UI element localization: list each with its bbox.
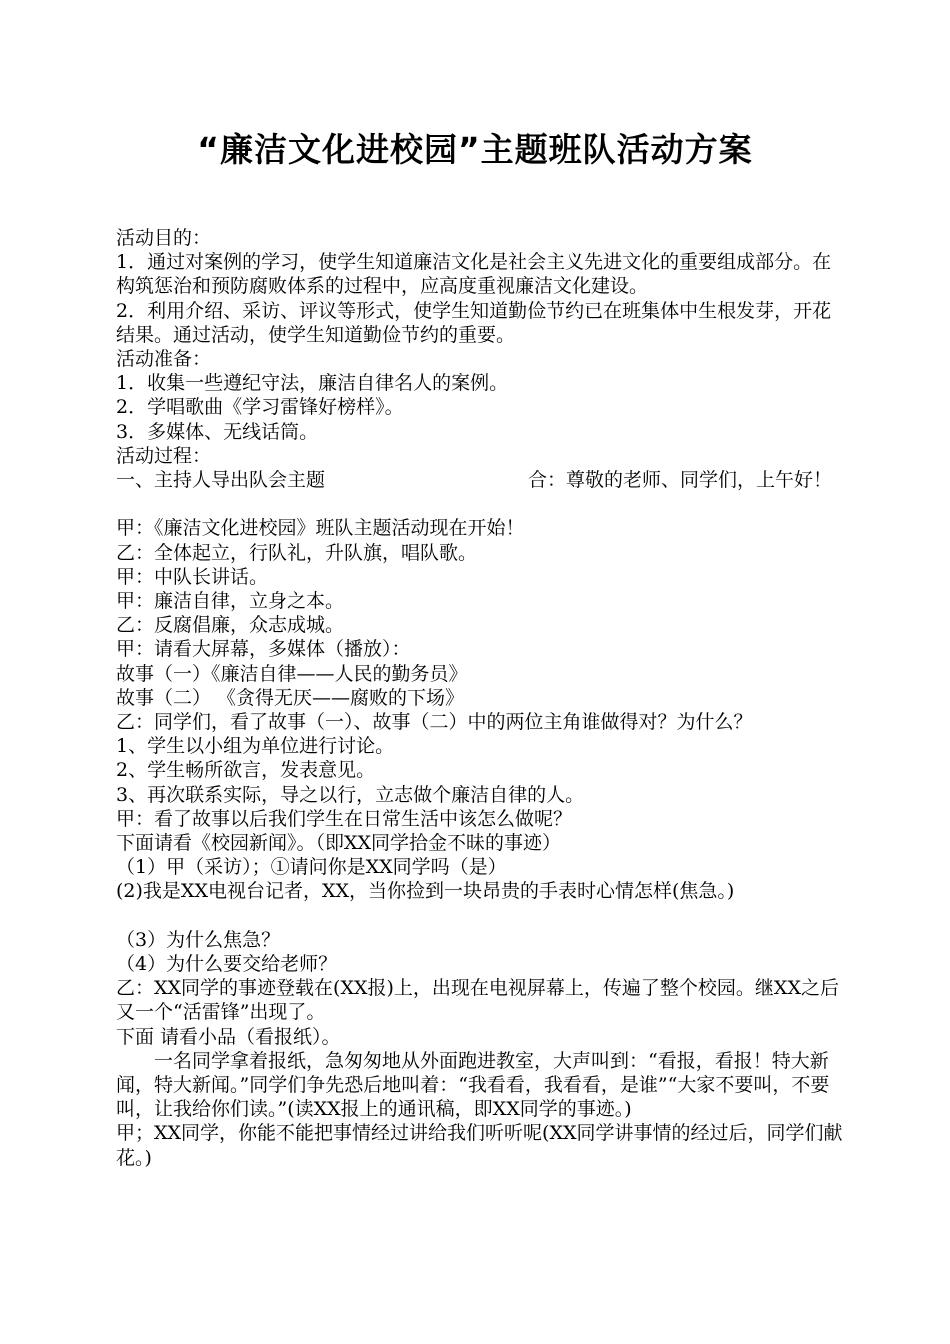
discussion-item-2: 2、学生畅所欲言，发表意见。 xyxy=(116,759,376,782)
section-heading-process: 活动过程： xyxy=(116,444,212,467)
story-line-2: 故事（二） 《贪得无厌——腐败的下场》 xyxy=(116,686,465,709)
script-paragraph: 甲；XX同学，你能不能把事情经过讲给我们听听呢(XX同学讲事情的经过后，同学们献花。) xyxy=(116,1122,843,1169)
script-paragraph: 乙：XX同学的事迹登载在(XX报)上，出现在电视屏幕上，传遍了整个校园。继XX之后又一个“活雷锋”出现了。 xyxy=(116,977,839,1024)
goal-item-1: 1．通过对案例的学习，使学生知道廉洁文化是社会主义先进文化的重要组成部分。在构筑惩治和预防腐败体系的过程中，应高度重视廉洁文化建设。 xyxy=(116,251,832,298)
interview-item-2: (2)我是XX电视台记者，XX，当你捡到一块昂贵的手表时心情怎样(焦急。) xyxy=(116,880,735,903)
script-line: 下面 请看小品（看报纸）。 xyxy=(116,1025,341,1048)
interview-item-4: （4）为什么要交给老师？ xyxy=(116,953,338,976)
script-line: 甲：中队长讲话。 xyxy=(116,565,269,588)
section-heading-preparation: 活动准备： xyxy=(116,348,212,371)
script-line: 甲：廉洁自律，立身之本。 xyxy=(116,590,345,613)
blank-line xyxy=(116,904,844,928)
goal-item-2: 2．利用介绍、采访、评议等形式，使学生知道勤俭节约已在班集体中生根发芽，开花结果。通过活动，使学生知道勤俭节约的重要。 xyxy=(116,299,832,346)
script-line: 乙：反腐倡廉，众志成城。 xyxy=(116,614,345,637)
process-step-row xyxy=(116,468,844,492)
script-line: 甲：请看大屏幕，多媒体（播放）： xyxy=(116,638,411,661)
script-line: 甲：看了故事以后我们学生在日常生活中该怎么做呢？ xyxy=(116,807,573,830)
script-line: 下面请看《校园新闻》。（即XX同学拾金不昧的事迹） xyxy=(116,832,562,855)
preparation-item-1: 1．收集一些遵纪守法，廉洁自律名人的案例。 xyxy=(116,372,509,395)
script-line: 甲：《廉洁文化进校园》班队主题活动现在开始！ xyxy=(116,517,525,540)
blank-line xyxy=(116,492,844,516)
section-heading-goals: 活动目的： xyxy=(116,227,212,249)
preparation-item-2: 2．学唱歌曲《学习雷锋好榜样》。 xyxy=(116,396,404,419)
document-body xyxy=(116,226,844,1170)
skit-paragraph: 一名同学拿着报纸，急匆匆地从外面跑进教室，大声叫到：“看报，看报！特大新闻，特大新闻。”同学们争先恐后地叫着：“我看看，我看看，是谁”“大家不要叫，不要叫，让我给你们读。”(读XX报上的通讯稿，即XX同学的事迹。) xyxy=(116,1049,830,1121)
greeting-line: 合：尊敬的老师、同学们，上午好！ xyxy=(528,469,833,492)
discussion-item-1: 1、学生以小组为单位进行讨论。 xyxy=(116,735,395,758)
script-line: 乙：同学们，看了故事（一）、故事（二）中的两位主角谁做得对？为什么？ xyxy=(116,711,753,734)
script-line: 乙：全体起立，行队礼，升队旗，唱队歌。 xyxy=(116,541,478,564)
document-title: “廉洁文化进校园”主题班队活动方案 xyxy=(197,130,753,169)
discussion-item-3: 3、再次联系实际，导之以行，立志做个廉洁自律的人。 xyxy=(116,783,585,806)
process-step-1: 一、主持人导出队会主题 xyxy=(116,469,326,492)
preparation-item-3: 3．多媒体、无线话筒。 xyxy=(116,420,319,443)
interview-item-1: （1）甲（采访）；①请问你是XX同学吗（是） xyxy=(116,856,507,879)
interview-item-3: （3）为什么焦急？ xyxy=(116,928,281,951)
story-line-1: 故事（一）《廉洁自律——人民的勤务员》 xyxy=(116,662,468,685)
